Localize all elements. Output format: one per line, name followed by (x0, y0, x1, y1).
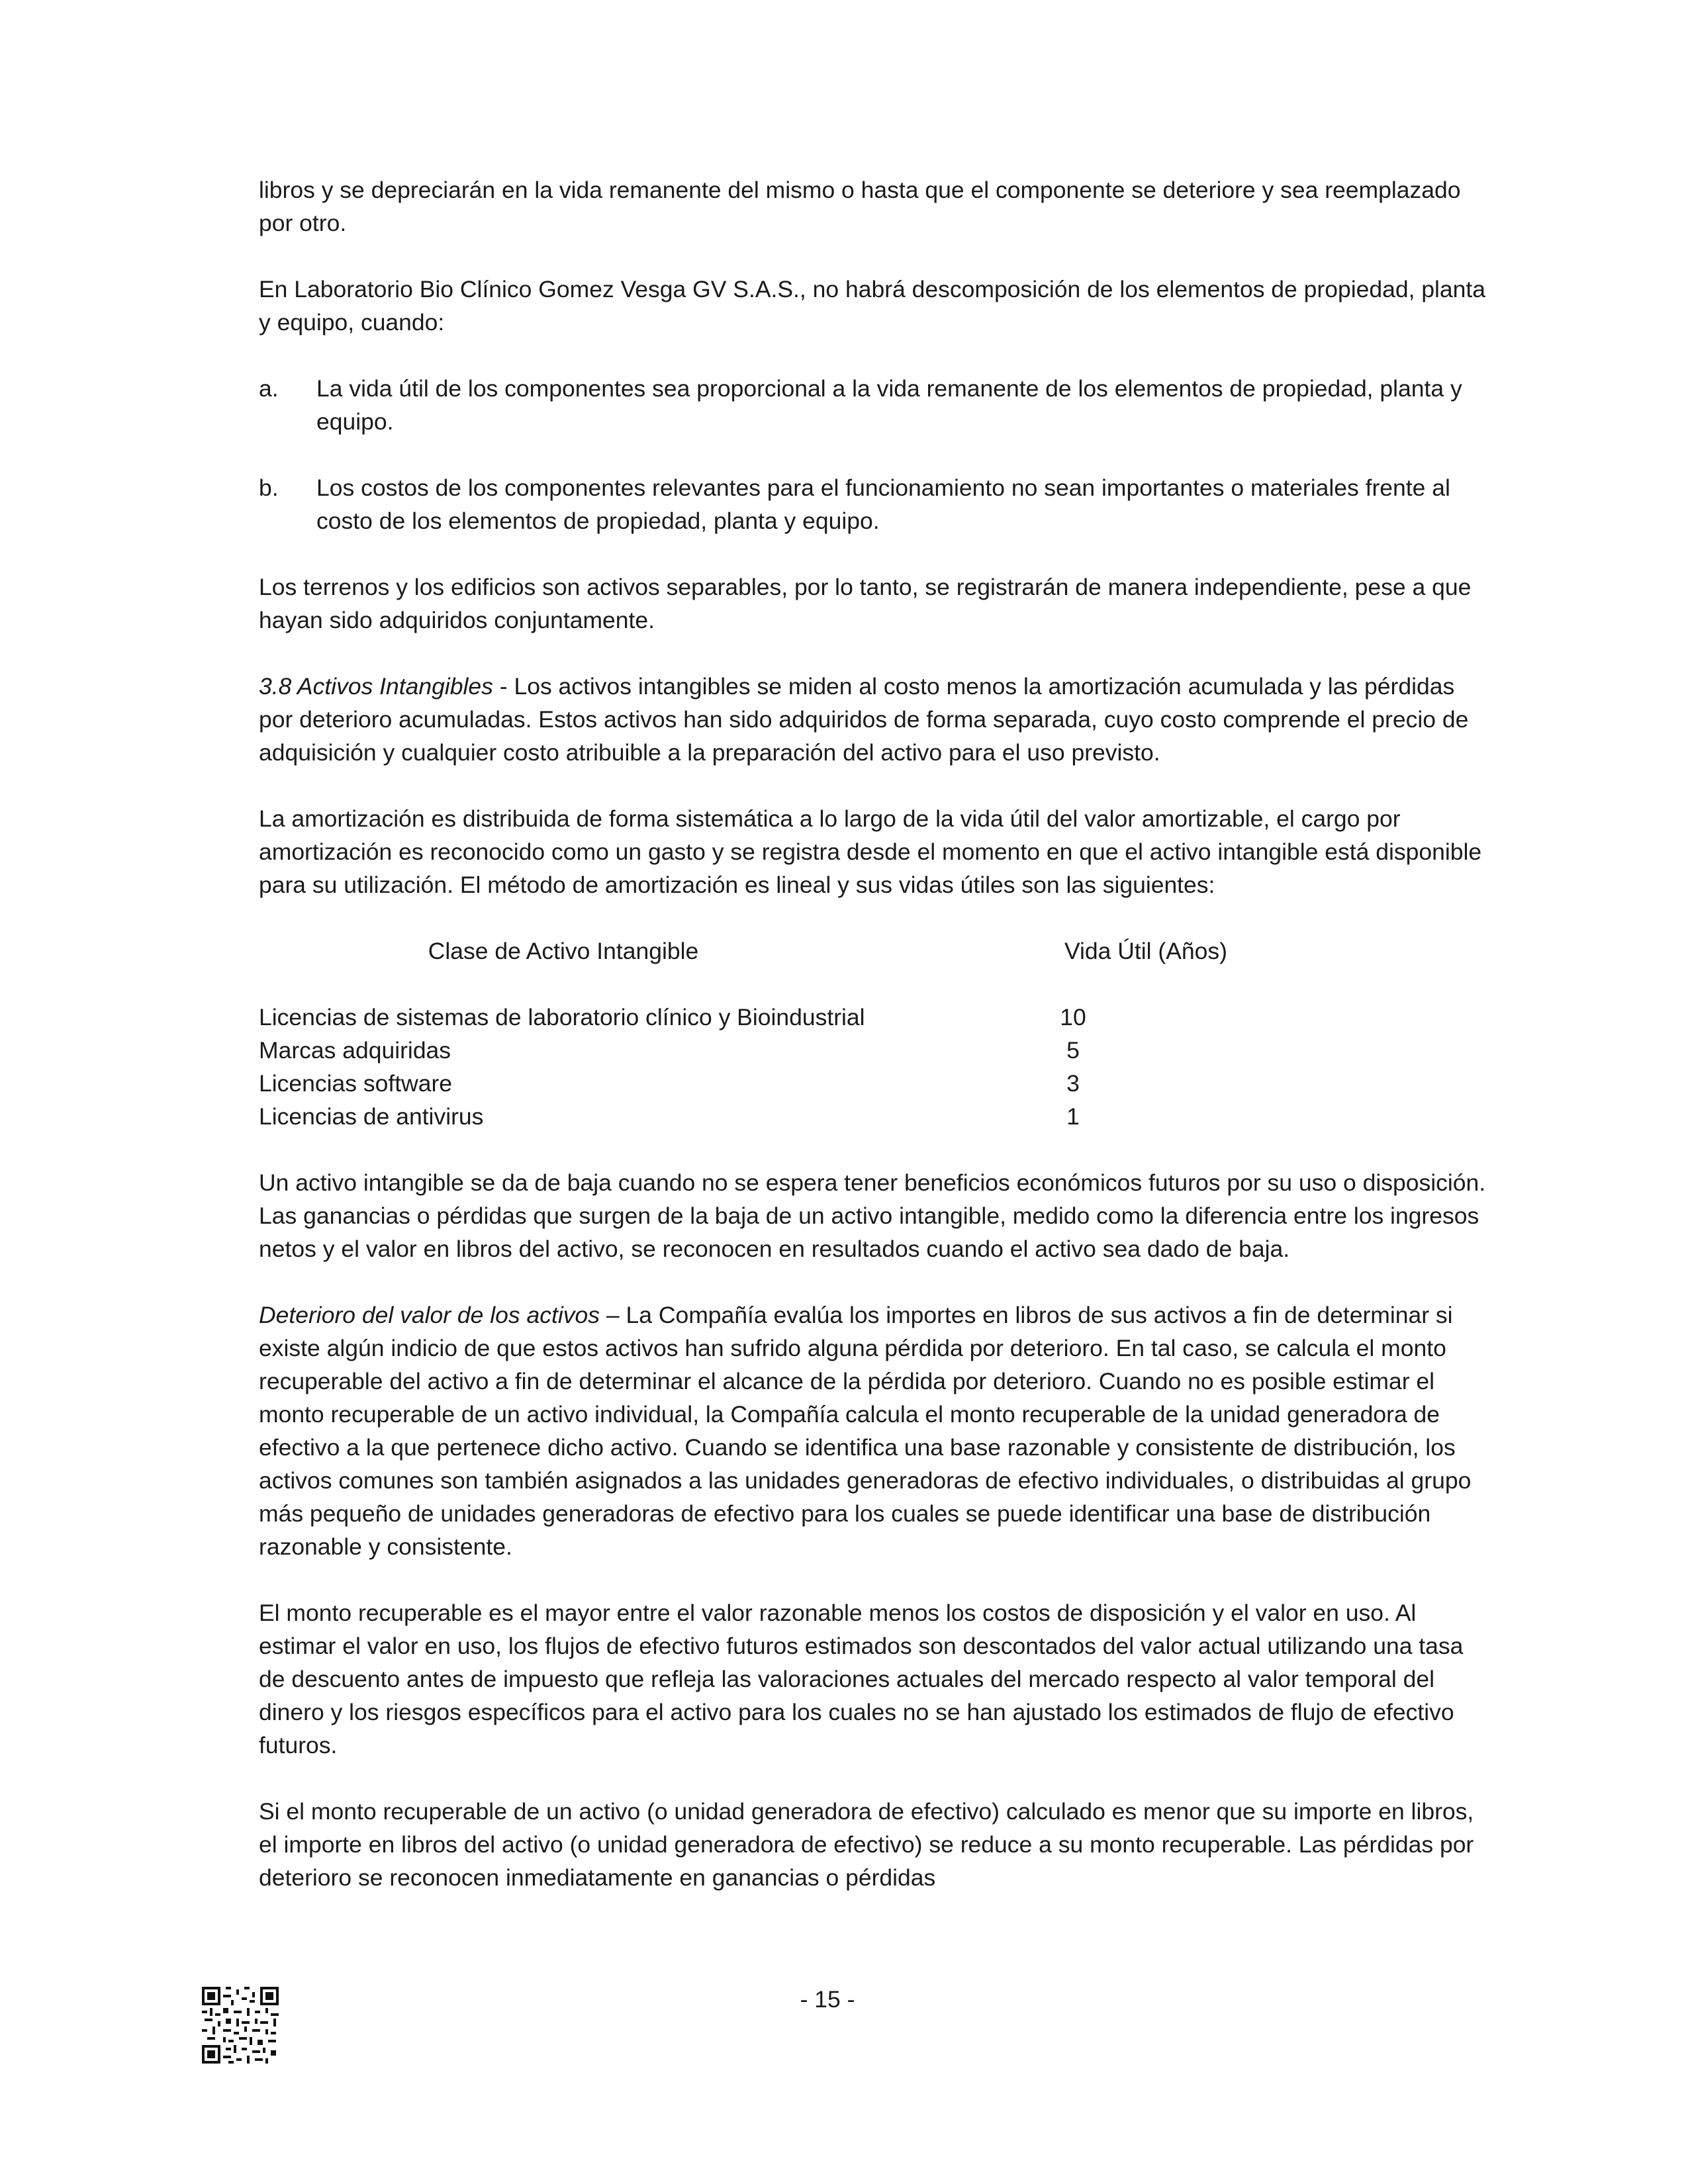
table-header (259, 934, 1490, 968)
table-row (259, 1067, 1490, 1100)
section-heading-impairment: Deterioro del valor de los activos (259, 1302, 600, 1328)
list-marker: a. (259, 375, 279, 402)
paragraph-amortization: La amortización es distribuida de forma sistemática a lo largo de la vida útil del valor amortizable, el cargo por amortización es reconocido como un gasto y se registra desde el momento en que el activo intangible está disponible para su utilización. El método de amortización es lineal y sus vidas útiles son las siguientes: (259, 805, 1482, 898)
column-header-useful-life: Vida Útil (Años) (1064, 938, 1227, 964)
table-cell-class: Licencias de sistemas de laboratorio clínico y Bioindustrial (259, 1004, 865, 1030)
paragraph-intangible-assets (259, 670, 1490, 769)
qr-code-icon (202, 1987, 279, 2064)
useful-life-table (259, 934, 1490, 1133)
table-cell-class: Marcas adquiridas (259, 1037, 451, 1064)
table-cell-class: Licencias de antivirus (259, 1103, 484, 1130)
list-marker: b. (259, 475, 279, 501)
list-text: La vida útil de los componentes sea proporcional a la vida remanente de los elementos de propiedad, planta y equipo. (316, 375, 1462, 435)
table-cell-class: Licencias software (259, 1070, 453, 1097)
page-body (259, 173, 1490, 1927)
table-row (259, 1034, 1490, 1067)
column-header-class: Clase de Activo Intangible (428, 938, 699, 964)
list-item (259, 372, 1490, 438)
paragraph-impairment (259, 1298, 1490, 1563)
heading-separator: – (600, 1302, 626, 1328)
section-heading-intangibles: 3.8 Activos Intangibles (259, 673, 493, 700)
table-row (259, 1100, 1490, 1133)
list-text: Los costos de los componentes relevantes para el funcionamiento no sean importantes o materiales frente al costo de los elementos de propiedad, planta y equipo. (316, 475, 1450, 534)
table-cell-life: 10 (1060, 1004, 1086, 1030)
paragraph-recoverable-amount: El monto recuperable es el mayor entre el valor razonable menos los costos de disposición y el valor en uso. Al estimar el valor en uso, los flujos de efectivo futuros estimados son descontados del valor actual utilizando una tasa de descuento antes de impuesto que refleja las valoraciones actuales del mercado respecto al valor temporal del dinero y los riesgos específicos para el activo para los cuales no se han ajustado los estimados de flujo de efectivo futuros. (259, 1600, 1464, 1758)
table-cell-life: 1 (1066, 1103, 1080, 1130)
list-item (259, 471, 1490, 537)
paragraph-no-decomposition-intro: En Laboratorio Bio Clínico Gomez Vesga GV S.A.S., no habrá descomposición de los elementos de propiedad, planta y equipo, cuando: (259, 276, 1486, 336)
paragraph-text: Los activos intangibles se miden al costo menos la amortización acumulada y las pérdidas por deterioro acumuladas. Estos activos han sido adquiridos de forma separada, cuyo costo comprende el precio de adquisición y cualquier costo atribuible a la preparación del activo para el uso previsto. (259, 673, 1469, 766)
heading-separator: - (492, 673, 514, 700)
paragraph-impairment-loss: Si el monto recuperable de un activo (o unidad generadora de efectivo) calculado es menor que su importe en libros, el importe en libros del activo (o unidad generadora de efectivo) se reduce a su monto recuperable. Las pérdidas por deterioro se reconocen inmediatamente en ganancias o pérdidas (259, 1798, 1474, 1891)
paragraph-land-buildings: Los terrenos y los edificios son activos separables, por lo tanto, se registrarán de manera independiente, pese a que hayan sido adquiridos conjuntamente. (259, 574, 1472, 633)
paragraph-text: La Compañía evalúa los importes en libros de sus activos a fin de determinar si existe algún indicio de que estos activos han sufrido alguna pérdida por deterioro. En tal caso, se calcula el monto recuperable del activo a fin de determinar el alcance de la pérdida por deterioro. Cuando no es posible estimar el monto recuperable de un activo individual, la Compañía calcula el monto recuperable de la unidad generadora de efectivo a la que pertenece dicho activo. Cuando se identifica una base razonable y consistente de distribución, los activos comunes son también asignados a las unidades generadoras de efectivo individuales, o distribuidas al grupo más pequeño de unidades generadoras de efectivo para los cuales se puede identificar una base de distribución razonable y consistente. (259, 1302, 1472, 1560)
page-number: - 15 - (800, 1986, 855, 2013)
paragraph-derecognition: Un activo intangible se da de baja cuando no se espera tener beneficios económicos futuros por su uso o disposición. Las ganancias o pérdidas que surgen de la baja de un activo intangible, medido como la diferencia entre los ingresos netos y el valor en libros del activo, se reconocen en resultados cuando el activo sea dado de baja. (259, 1169, 1486, 1262)
table-cell-life: 3 (1066, 1070, 1080, 1097)
table-row (259, 1001, 1490, 1034)
paragraph-depreciation-continuation: libros y se depreciarán en la vida remanente del mismo o hasta que el componente se deteriore y sea reemplazado por otro. (259, 177, 1461, 236)
table-cell-life: 5 (1066, 1037, 1080, 1064)
